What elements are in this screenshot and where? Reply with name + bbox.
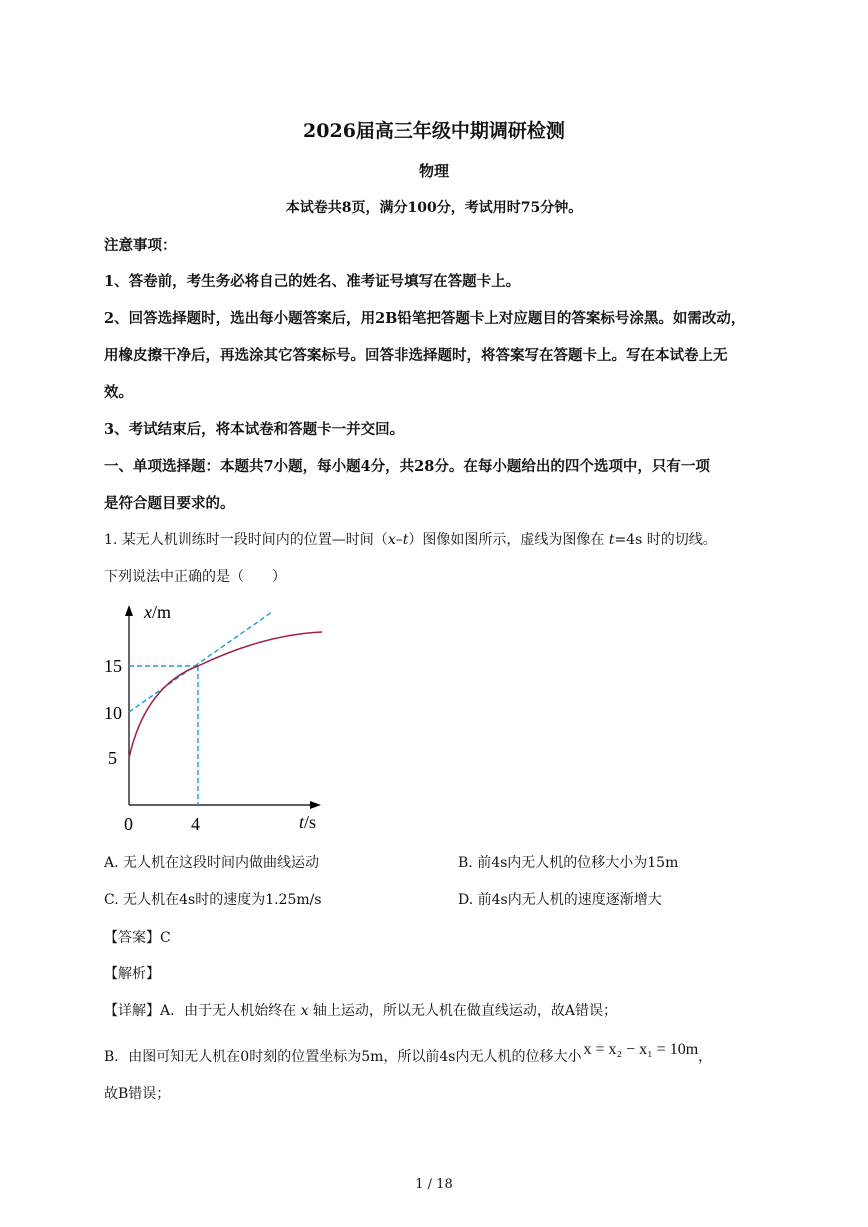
stem-text-b: ）图像如图所示，虚线为图像在 xyxy=(408,532,609,548)
question-stem-line-1 xyxy=(104,529,717,549)
stem-dash: – xyxy=(395,532,403,548)
note-item-2-line-2: 用橡皮擦干净后，再选涂其它答案标号。回答非选择题时，将答案写在答题卡上。写在本试卷上无 xyxy=(104,347,728,364)
y-axis-label: x/m xyxy=(144,602,172,622)
position-time-graph xyxy=(100,598,340,838)
page-number: 1 / 18 xyxy=(415,1177,453,1192)
stem-var-t2: t xyxy=(608,532,615,548)
x-tick-4: 4 xyxy=(191,814,200,834)
detail-b-text-1: B．由图可知无人机在0时刻的位置坐标为5m，所以前4s内无人机的位移大小 xyxy=(104,1049,582,1065)
detail-a-line xyxy=(104,1000,617,1020)
note-item-3: 3、考试结束后，将本试卷和答题卡一并交回。 xyxy=(104,421,405,438)
exam-info: 本试卷共8页，满分100分，考试用时75分钟。 xyxy=(285,200,583,216)
position-curve xyxy=(129,632,322,758)
option-c: C. 无人机在4s时的速度为1.25m/s xyxy=(104,892,322,908)
section-heading-line-2: 是符合题目要求的。 xyxy=(104,495,235,512)
displacement-formula: x = x₂ − x₁ = 10m xyxy=(583,1041,699,1058)
stem-var-x: x xyxy=(387,532,396,548)
stem-text-c: =4s 时的切线。 xyxy=(614,532,717,548)
y-tick-10: 10 xyxy=(104,703,122,723)
option-b: B. 前4s内无人机的位移大小为15m xyxy=(458,855,679,871)
analysis-heading: 【解析】 xyxy=(104,966,160,982)
y-axis-arrow xyxy=(125,605,133,616)
option-d: D. 前4s内无人机的速度逐渐增大 xyxy=(458,892,662,908)
x-axis-arrow xyxy=(310,801,321,809)
x-tick-0: 0 xyxy=(124,814,133,834)
x-axis-label: t/s xyxy=(299,812,317,832)
y-tick-15: 15 xyxy=(104,656,122,676)
detail-b-line xyxy=(104,1041,713,1066)
stem-text-a: 1. 某无人机训练时一段时间内的位置—时间（ xyxy=(104,532,388,548)
note-item-1: 1、答卷前，考生务必将自己的姓名、准考证号填写在答题卡上。 xyxy=(104,273,521,290)
question-stem-line-2: 下列说法中正确的是（ ） xyxy=(104,569,286,585)
answer-line: 【答案】C xyxy=(104,930,171,946)
page-title: 2026届高三年级中期调研检测 xyxy=(303,120,565,142)
notes-heading: 注意事项： xyxy=(104,237,177,254)
section-heading-line-1: 一、单项选择题：本题共7小题，每小题4分，共28分。在每小题给出的四个选项中，只有一项 xyxy=(104,458,710,475)
option-a: A. 无人机在这段时间内做曲线运动 xyxy=(104,855,320,871)
subject-title: 物理 xyxy=(418,162,449,180)
y-tick-5: 5 xyxy=(108,748,117,768)
note-item-2-line-1: 2、回答选择题时，选出每小题答案后，用2B铅笔把答题卡上对应题目的答案标号涂黑。如需改动， xyxy=(104,310,746,327)
note-item-2-line-3: 效。 xyxy=(104,384,133,401)
detail-b-line-2: 故B错误； xyxy=(104,1086,171,1102)
detail-a-text-1: 【详解】A．由于无人机始终在 xyxy=(104,1003,301,1019)
stem-var-t: t xyxy=(402,532,409,548)
detail-b-comma: ， xyxy=(698,1049,713,1065)
detail-a-var-x: x xyxy=(300,1003,309,1019)
detail-a-text-2: 轴上运动，所以无人机在做直线运动，故A错误； xyxy=(308,1003,618,1019)
tangent-dashed-line xyxy=(129,612,272,712)
